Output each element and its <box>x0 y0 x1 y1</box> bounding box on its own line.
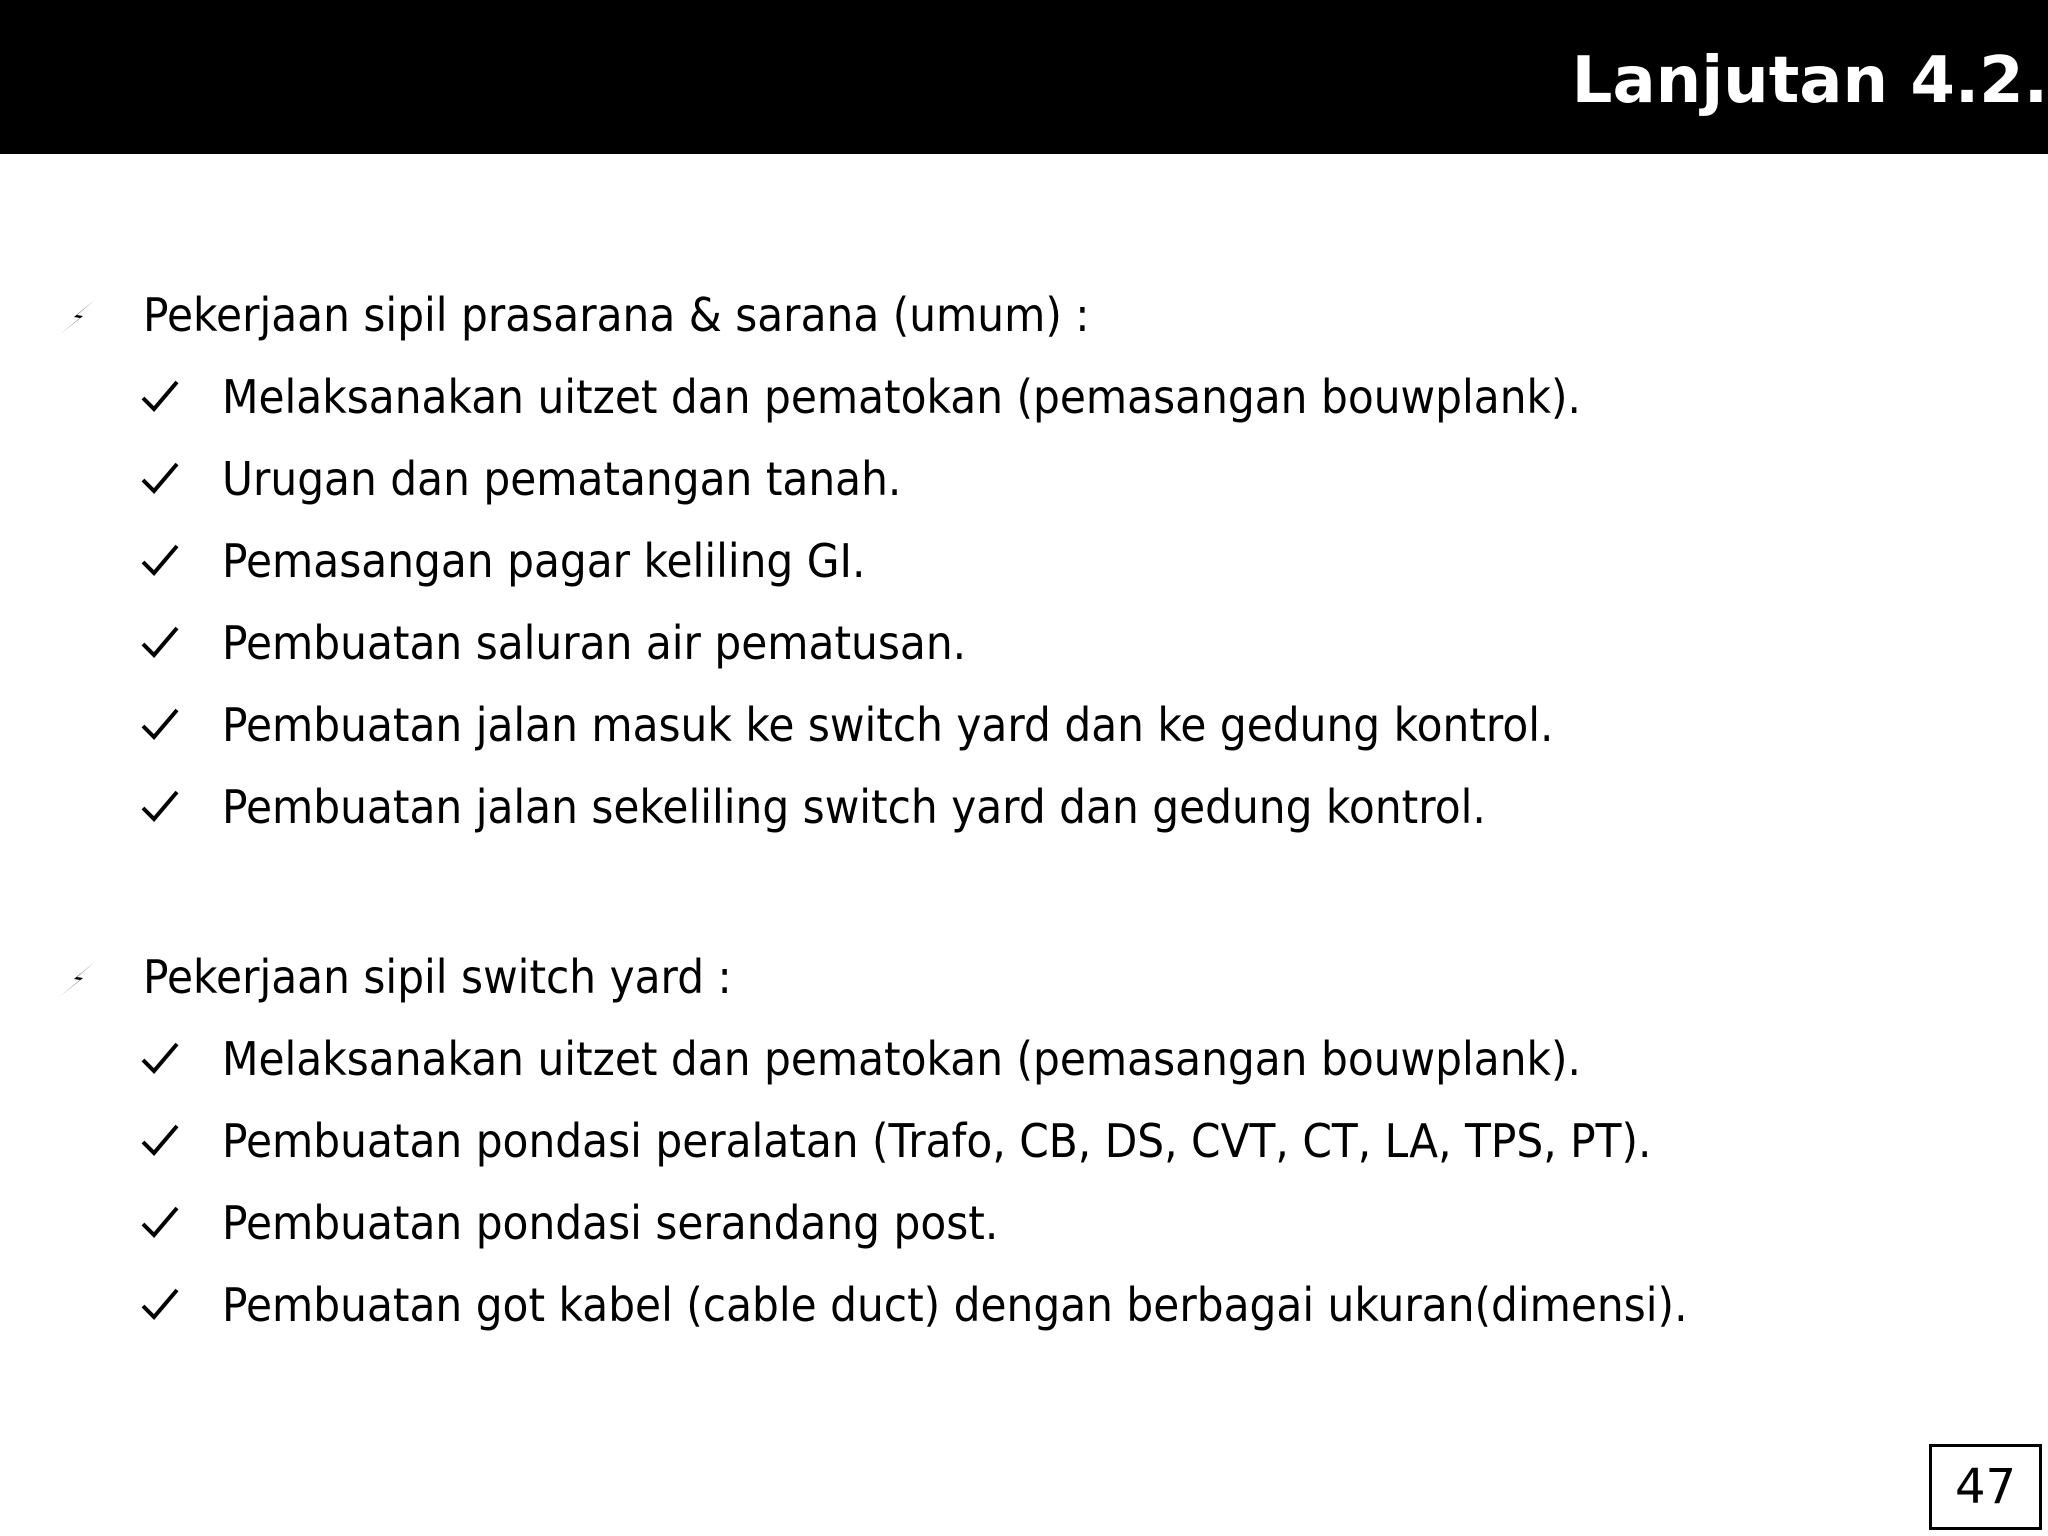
checkmark-icon <box>140 1122 180 1158</box>
section-title: Pekerjaan sipil switch yard : <box>143 950 732 1004</box>
list-item-text: Pemasangan pagar keliling GI. <box>222 534 866 588</box>
list-item-text: Pembuatan jalan masuk ke switch yard dan ke gedung kontrol. <box>222 698 1554 752</box>
list-item <box>0 602 2048 684</box>
checkmark-icon <box>140 378 180 414</box>
list-item-text: Pembuatan pondasi peralatan (Trafo, CB, DS, CVT, CT, LA, TPS, PT). <box>222 1114 1652 1168</box>
list-item <box>0 520 2048 602</box>
list-item-text: Pembuatan pondasi serandang post. <box>222 1196 999 1250</box>
list-item <box>0 1100 2048 1182</box>
list-item-text: Pembuatan saluran air pematusan. <box>222 616 967 670</box>
list-item <box>0 438 2048 520</box>
slide-title: Lanjutan 4.2. <box>1571 44 2048 118</box>
checkmark-icon <box>140 706 180 742</box>
list-item-text: Pembuatan got kabel (cable duct) dengan berbagai ukuran(dimensi). <box>222 1278 1688 1332</box>
checkmark-icon <box>140 460 180 496</box>
checkmark-icon <box>140 542 180 578</box>
lightning-bolt-icon <box>56 298 98 336</box>
checkmark-icon <box>140 1204 180 1240</box>
list-item <box>0 1182 2048 1264</box>
section-title: Pekerjaan sipil prasarana & sarana (umum) : <box>143 288 1090 342</box>
list-item <box>0 356 2048 438</box>
section-header <box>0 936 2048 1018</box>
checkmark-icon <box>140 624 180 660</box>
list-item <box>0 684 2048 766</box>
lightning-bolt-icon <box>56 960 98 998</box>
page-number: 47 <box>1954 1459 2017 1515</box>
list-item <box>0 1018 2048 1100</box>
checkmark-icon <box>140 1286 180 1322</box>
page-number-box <box>1929 1444 2042 1530</box>
checkmark-icon <box>140 788 180 824</box>
list-item-text: Melaksanakan uitzet dan pematokan (pemasangan bouwplank). <box>222 370 1581 424</box>
list-item <box>0 766 2048 848</box>
section-header <box>0 274 2048 356</box>
list-item-text: Melaksanakan uitzet dan pematokan (pemasangan bouwplank). <box>222 1032 1581 1086</box>
list-item-text: Pembuatan jalan sekeliling switch yard dan gedung kontrol. <box>222 780 1486 834</box>
list-item <box>0 1264 2048 1346</box>
header-bar <box>0 0 2048 154</box>
list-item-text: Urugan dan pematangan tanah. <box>222 452 902 506</box>
checkmark-icon <box>140 1040 180 1076</box>
